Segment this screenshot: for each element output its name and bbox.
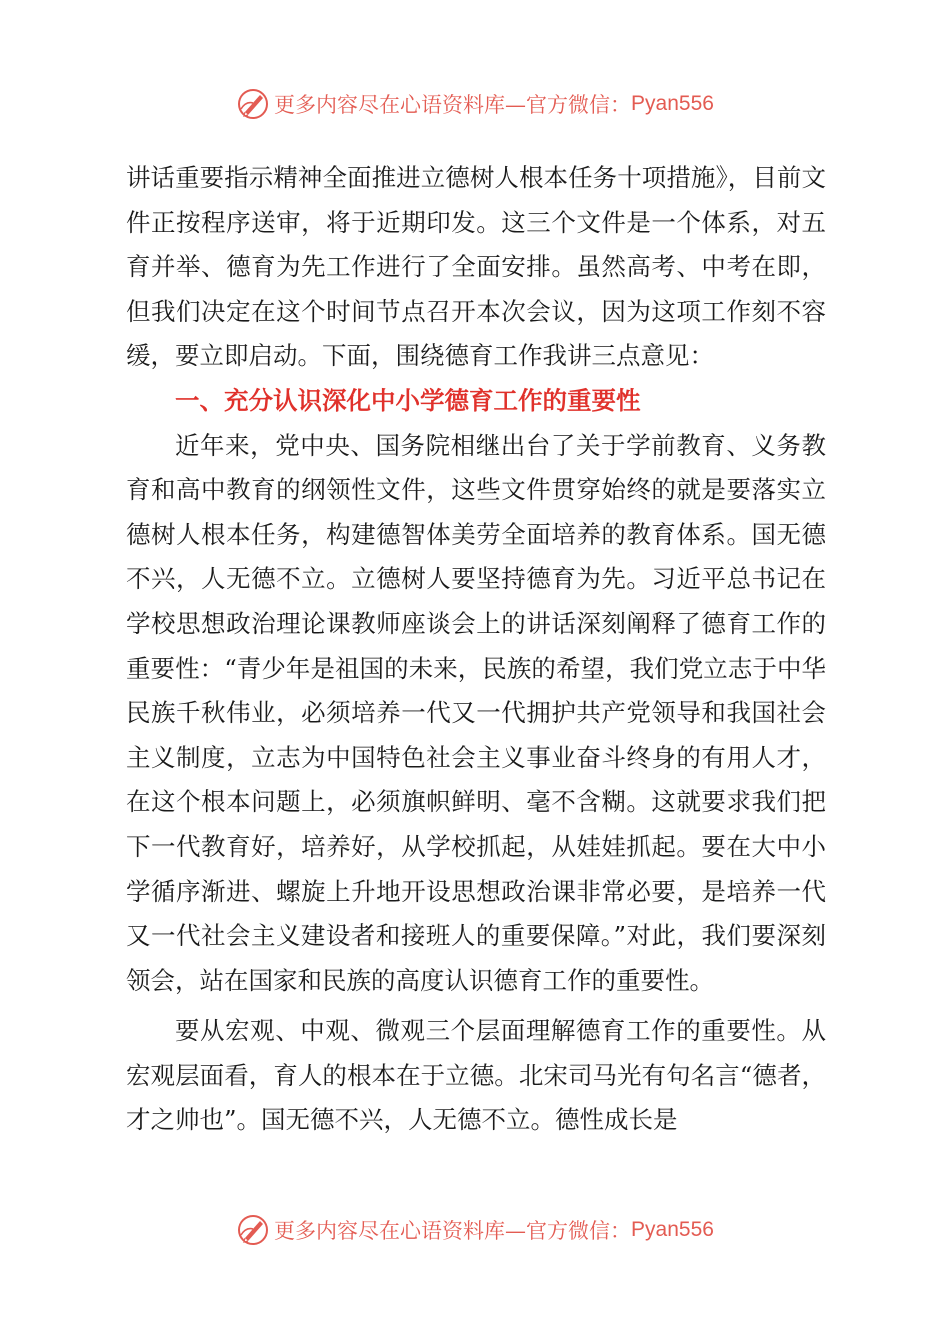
pen-logo-icon bbox=[236, 87, 270, 121]
header-banner bbox=[0, 84, 950, 124]
banner-wechat-id: Pyan556 bbox=[631, 1218, 714, 1241]
banner-text: 更多内容尽在心语资料库—官方微信： bbox=[274, 1219, 632, 1243]
section-heading: 一、充分认识深化中小学德育工作的重要性 bbox=[175, 385, 641, 415]
banner-text: 更多内容尽在心语资料库—官方微信： bbox=[274, 93, 632, 117]
banner-wechat-id: Pyan556 bbox=[631, 92, 714, 115]
continuation-paragraph: 讲话重要指示精神全面推进立德树人根本任务十项措施》，目前文件正按程序送审，将于近期印发。这三个文件是一个体系，对五育并举、德育为先工作进行了全面安排。虽然高考、中考在即，但我们决定在这个时间节点召开本次会议，因为这项工作刻不容缓，要立即启动。下面，围绕德育工作我讲三点意见： bbox=[126, 163, 826, 371]
body-paragraph-1: 近年来，党中央、国务院相继出台了关于学前教育、义务教育和高中教育的纲领性文件，这些文件贯穿始终的就是要落实立德树人根本任务，构建德智体美劳全面培养的教育体系。国无德不兴，人无德不立。立德树人要坚持德育为先。习近平总书记在学校思想政治理论课教师座谈会上的讲话深刻阐释了德育工作的重要性：“青少年是祖国的未来，民族的希望，我们党立志于中华民族千秋伟业，必须培养一代又一代拥护共产党领导和我国社会主义制度，立志为中国特色社会主义事业奋斗终身的有用人才，在这个根本问题上，必须旗帜鲜明、毫不含糊。这就要求我们把下一代教育好，培养好，从学校抓起，从娃娃抓起。要在大中小学循序渐进、螺旋上升地开设思想政治课非常必要，是培养一代又一代社会主义建设者和接班人的重要保障。”对此，我们要深刻领会，站在国家和民族的高度认识德育工作的重要性。 bbox=[126, 430, 826, 995]
body-paragraph-2: 要从宏观、中观、微观三个层面理解德育工作的重要性。从宏观层面看，育人的根本在于立德。北宋司马光有句名言“德者，才之帅也”。国无德不兴，人无德不立。德性成长是 bbox=[126, 1016, 826, 1135]
pen-logo-icon bbox=[236, 1213, 270, 1247]
document-body bbox=[126, 156, 826, 1143]
footer-banner bbox=[0, 1210, 950, 1250]
